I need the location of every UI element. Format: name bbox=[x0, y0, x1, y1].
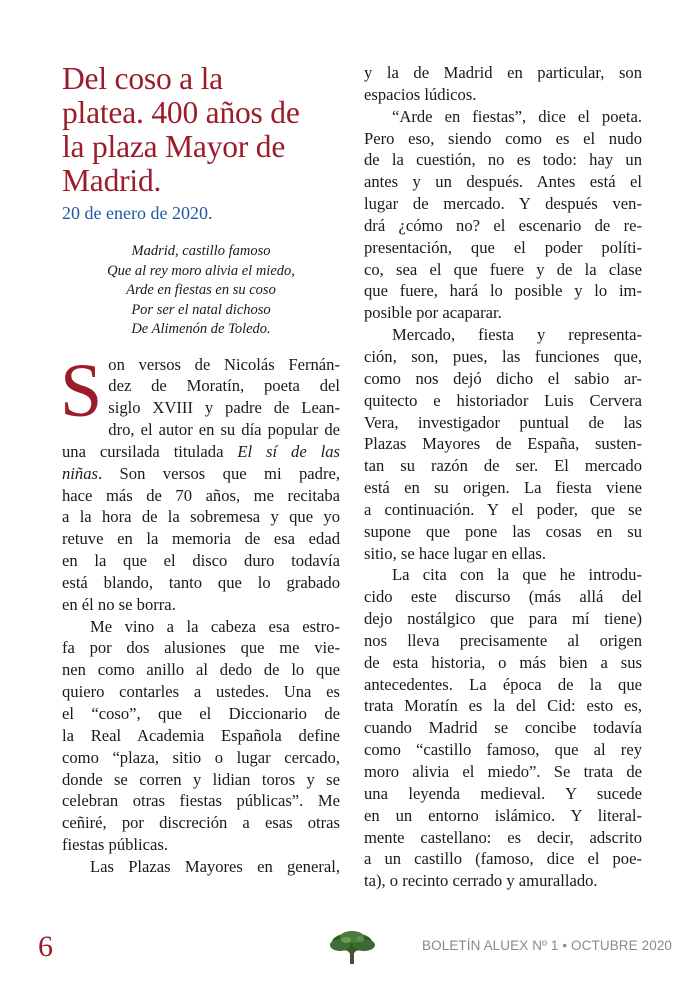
poem-line: Por ser el natal dichoso bbox=[131, 301, 271, 318]
paragraph-4 bbox=[364, 106, 642, 324]
epigraph-poem bbox=[62, 242, 340, 340]
paragraph-3-continued bbox=[364, 62, 642, 106]
text-fragment: . Son versos que mi padre, bbox=[97, 463, 340, 483]
text-line: la Real Academia Española define bbox=[62, 725, 340, 745]
text-line: a continuación. Y el poder, que se bbox=[364, 499, 642, 519]
book-title: El sí de las bbox=[237, 441, 340, 461]
text-line: hace más de 70 años, me recitaba bbox=[62, 485, 340, 505]
title-line: platea. 400 años de bbox=[62, 95, 300, 130]
text-line: cido este discurso (más allá del bbox=[364, 587, 642, 607]
text-line: co, sea el que fuere y de la clase bbox=[364, 259, 642, 279]
text-line: donde se corren y lidian toros y se bbox=[62, 769, 340, 789]
text-line: Mercado, fiesta y representa- bbox=[392, 325, 642, 345]
text-line: trata Moratín es la del Cid: esto es, bbox=[364, 696, 642, 716]
text-line: retuve en la memoria de esa edad bbox=[62, 529, 340, 549]
text-line: fiestas públicas. bbox=[62, 835, 168, 855]
book-title: niñas bbox=[62, 463, 98, 483]
text-line: lugar de mercado. Y después ven- bbox=[364, 194, 642, 214]
text-line: de la cuestión, no es todo: hay un bbox=[364, 150, 642, 170]
text-line: que fuere, hará lo posible y lo im- bbox=[364, 281, 642, 301]
text-line: ción, son, pues, las funciones que, bbox=[364, 346, 642, 366]
text-line: una leyenda medieval. Y sucede bbox=[364, 783, 642, 803]
paragraph-3 bbox=[62, 856, 340, 878]
text-line: a un castillo (famoso, dice el poe- bbox=[364, 849, 642, 869]
text-line: antecedentes. La época de la que bbox=[364, 674, 642, 694]
text-line: moro alivia el miedo”. Se trata de bbox=[364, 762, 642, 781]
paragraph-2 bbox=[62, 616, 340, 856]
paragraph-1 bbox=[60, 348, 340, 616]
text-line: ta), o recinto cerrado y amurallado. bbox=[364, 871, 598, 891]
text-line: sitio, se hace lugar en ellas. bbox=[364, 543, 547, 563]
text-line: como nos dejó dicho el sabio ar- bbox=[364, 368, 642, 388]
text-line: y la de Madrid en particular, son bbox=[364, 63, 642, 82]
text-line: dez de Moratín, poeta del bbox=[108, 376, 340, 396]
title-line: Madrid. bbox=[62, 163, 162, 198]
text-line: nos lleva precisamente al origen bbox=[364, 630, 642, 650]
publication-footer: BOLETÍN ALUEX Nº 1 • OCTUBRE 2020 bbox=[422, 938, 673, 953]
text-line: dro, el autor en su día popular de bbox=[108, 420, 340, 440]
drop-cap: S bbox=[60, 348, 103, 433]
right-column bbox=[364, 62, 642, 892]
article-date: 20 de enero de 2020. bbox=[62, 203, 213, 223]
text-line: ceñiré, por discreción a esas otras bbox=[62, 813, 340, 833]
article-title bbox=[62, 62, 340, 198]
text-line: Pero eso, siendo como es el nudo bbox=[364, 128, 642, 148]
text-fragment: una cursilada titulada bbox=[62, 441, 238, 461]
text-line: on versos de Nicolás Fernán- bbox=[108, 354, 340, 374]
paragraph-6 bbox=[364, 564, 642, 892]
text-line: siglo XVIII y padre de Lean- bbox=[108, 398, 340, 418]
text-line: como “plaza, sitio o lugar cercado, bbox=[62, 747, 340, 767]
text-line: espacios lúdicos. bbox=[364, 84, 477, 104]
text-line bbox=[62, 463, 340, 485]
title-line: la plaza Mayor de bbox=[62, 129, 286, 164]
poem-line: Que al rey moro alivia el miedo, bbox=[107, 262, 295, 279]
text-line: el “coso”, que el Diccionario de bbox=[62, 704, 340, 723]
poem-line: Madrid, castillo famoso bbox=[131, 243, 271, 259]
text-line: drá ¿cómo no? el escenario de re- bbox=[364, 215, 642, 235]
text-line: tan su razón de ser. El mercado bbox=[364, 456, 642, 476]
text-line: posible por acaparar. bbox=[364, 303, 502, 323]
text-line: como “castillo famoso, que al rey bbox=[364, 740, 642, 760]
text-line: fa por dos alusiones que me vie- bbox=[62, 638, 340, 658]
text-line: en la que el disco duro todavía bbox=[62, 551, 340, 571]
text-line: “Arde en fiestas”, dice el poeta. bbox=[392, 106, 642, 126]
text-line: La cita con la que he introdu- bbox=[392, 565, 642, 585]
text-line: de esta historia, o más bien a sus bbox=[364, 652, 642, 672]
text-line: Las Plazas Mayores en general, bbox=[90, 856, 340, 876]
text-line: Vera, investigador puntual de las bbox=[364, 412, 642, 432]
text-line: está en su origen. La fiesta viene bbox=[364, 478, 642, 498]
page-number: 6 bbox=[38, 930, 53, 963]
paragraph-5 bbox=[364, 324, 642, 564]
text-line: dejo nostálgico que para mí tiene) bbox=[364, 609, 642, 629]
text-line: quiero contarles a ustedes. Una es bbox=[62, 682, 340, 702]
text-line: en él no se borra. bbox=[62, 594, 176, 614]
poem-line: De Alimenón de Toledo. bbox=[131, 321, 271, 337]
title-line: Del coso a la bbox=[62, 61, 223, 96]
poem-line: Arde en fiestas en su coso bbox=[126, 282, 276, 298]
text-line: a la hora de la sobremesa y que yo bbox=[62, 507, 340, 527]
text-line: está blando, tanto que lo grabado bbox=[62, 572, 340, 592]
text-line bbox=[62, 441, 340, 463]
text-line: quitecto e historiador Luis Cervera bbox=[364, 390, 642, 410]
text-line: Me vino a la cabeza esa estro- bbox=[90, 616, 340, 636]
text-line: antes y un después. Antes está el bbox=[364, 172, 642, 192]
text-line: mente castellano: es decir, adscrito bbox=[364, 827, 642, 847]
text-line: en un entorno islámico. Y literal- bbox=[364, 805, 642, 825]
tree-icon bbox=[324, 930, 380, 966]
text-line: presentación, que el poder políti- bbox=[364, 237, 642, 257]
left-column bbox=[62, 62, 340, 878]
text-line: cuando Madrid se concibe todavía bbox=[364, 718, 642, 738]
text-line: Plazas Mayores de España, susten- bbox=[364, 434, 642, 454]
text-line: celebran otras fiestas públicas”. Me bbox=[62, 791, 340, 811]
text-line: supone que pone las cosas en su bbox=[364, 521, 642, 541]
text-line: nen como anillo al dedo de lo que bbox=[62, 660, 340, 680]
